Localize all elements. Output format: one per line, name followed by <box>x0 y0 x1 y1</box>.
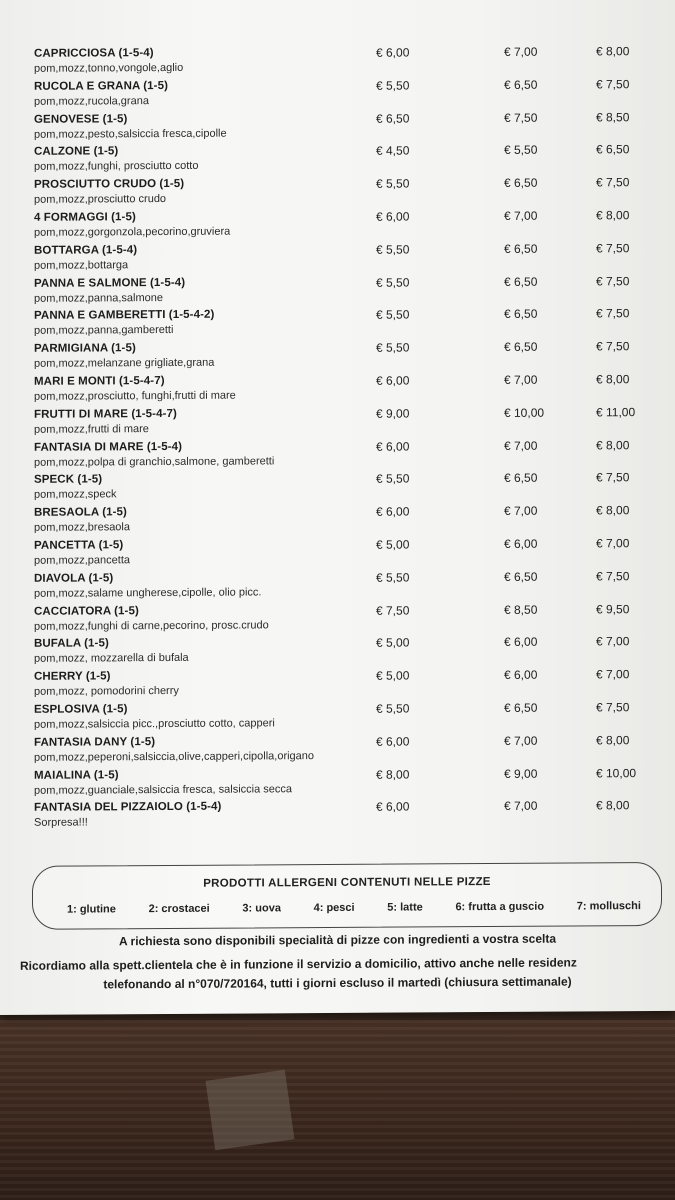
price-size-3: € 7,50 <box>596 306 630 321</box>
pizza-ingredients: pom,mozz,prosciutto, funghi,frutti di mare <box>34 389 236 403</box>
pizza-name: SPECK (1-5) <box>34 473 103 487</box>
menu-item <box>0 761 675 798</box>
price-size-3: € 8,00 <box>596 208 630 223</box>
pizza-ingredients: pom,mozz,melanzane grigliate,grana <box>34 356 215 370</box>
price-size-2: € 6,00 <box>504 667 538 683</box>
price-size-1: € 7,50 <box>376 603 410 618</box>
price-size-2: € 8,50 <box>504 602 538 617</box>
price-size-2: € 7,00 <box>504 208 538 223</box>
allergen-item: 6: frutta a guscio <box>455 900 545 914</box>
price-size-1: € 5,00 <box>376 635 410 651</box>
pizza-ingredients: pom,mozz,salame ungherese,cipolle, olio picc. <box>34 586 262 600</box>
pizza-ingredients: pom,mozz, pomodorini cherry <box>34 685 179 698</box>
menu-item <box>0 597 675 634</box>
menu-item <box>0 696 675 733</box>
pizza-ingredients: pom,mozz,panna,gamberetti <box>34 324 174 338</box>
pizza-ingredients: pom,mozz,rucola,grana <box>34 94 149 108</box>
price-size-3: € 7,00 <box>596 667 630 682</box>
pizza-ingredients: pom,mozz,funghi di carne,pecorino, prosc.crudo <box>34 618 269 633</box>
price-size-2: € 6,50 <box>504 569 538 584</box>
price-size-2: € 6,50 <box>504 175 538 191</box>
pizza-name: BUFALA (1-5) <box>34 637 109 651</box>
allergen-title: PRODOTTI ALLERGENI CONTENUTI NELLE PIZZE <box>203 876 491 890</box>
price-size-1: € 6,00 <box>376 439 410 454</box>
pizza-ingredients: pom,mozz,salsiccia picc.,prosciutto cotto, capperi <box>34 717 275 731</box>
menu-item <box>0 663 675 700</box>
pizza-name: CHERRY (1-5) <box>34 670 111 683</box>
price-size-3: € 7,50 <box>596 568 630 584</box>
price-size-1: € 5,50 <box>376 275 410 290</box>
price-size-2: € 6,00 <box>504 635 538 650</box>
pizza-ingredients: pom,mozz,speck <box>34 488 117 502</box>
tape-piece <box>206 1070 295 1150</box>
menu-item <box>0 565 675 602</box>
pizza-name: RUCOLA E GRANA (1-5) <box>34 79 169 93</box>
price-size-2: € 7,00 <box>504 503 538 519</box>
price-size-1: € 6,00 <box>376 45 410 60</box>
pizza-name: ESPLOSIVA (1-5) <box>34 703 128 716</box>
menu-item <box>0 138 675 175</box>
pizza-ingredients: pom,mozz,tonno,vongole,aglio <box>34 61 184 75</box>
allergen-box <box>32 862 662 930</box>
pizza-ingredients: pom,mozz,polpa di granchio,salmone, gamberetti <box>34 454 275 469</box>
pizza-name: BOTTARGA (1-5-4) <box>34 243 138 257</box>
pizza-name: FRUTTI DI MARE (1-5-4-7) <box>34 407 177 421</box>
price-size-2: € 7,00 <box>504 438 538 453</box>
price-size-1: € 6,00 <box>376 799 410 815</box>
price-size-3: € 10,00 <box>596 765 637 780</box>
wooden-table <box>0 1020 675 1200</box>
price-size-3: € 6,50 <box>596 142 630 157</box>
price-size-3: € 8,00 <box>596 503 630 518</box>
pizza-name: PROSCIUTTO CRUDO (1-5) <box>34 178 185 191</box>
price-size-2: € 6,50 <box>504 700 538 715</box>
pizza-ingredients: pom,mozz,gorgonzola,pecorino,gruviera <box>34 225 231 239</box>
price-size-1: € 5,50 <box>376 78 410 93</box>
pizza-name: CAPRICCIOSA (1-5-4) <box>34 47 154 60</box>
price-size-3: € 11,00 <box>596 404 636 420</box>
pizza-ingredients: pom,mozz,pesto,salsiccia fresca,cipolle <box>34 127 227 141</box>
price-size-1: € 4,50 <box>376 143 410 159</box>
price-size-2: € 7,50 <box>504 110 538 125</box>
price-size-3: € 7,50 <box>596 76 630 92</box>
pizza-name: FANTASIA DEL PIZZAIOLO (1-5-4) <box>34 800 222 815</box>
price-size-3: € 7,50 <box>596 470 630 485</box>
pizza-ingredients: Sorpresa!!! <box>34 816 88 830</box>
menu-item <box>0 105 675 142</box>
menu-item <box>0 204 675 241</box>
menu-item <box>0 630 675 667</box>
delivery-note: Ricordiamo alla spett.clientela che è in funzione il servizio a domicilio, attivo anche nelle residenz <box>20 955 577 973</box>
price-size-1: € 5,50 <box>376 570 410 585</box>
menu-item <box>0 729 675 766</box>
allergen-item: 3: uova <box>242 902 281 915</box>
price-size-3: € 8,00 <box>596 372 630 387</box>
price-size-2: € 9,00 <box>504 766 538 781</box>
price-size-2: € 6,50 <box>504 241 538 256</box>
menu-item <box>0 466 675 503</box>
pizza-name: PANNA E GAMBERETTI (1-5-4-2) <box>34 309 215 323</box>
allergen-list <box>67 900 641 916</box>
pizza-name: GENOVESE (1-5) <box>34 112 128 126</box>
pizza-ingredients: pom,mozz,funghi, prosciutto cotto <box>34 160 199 174</box>
price-size-3: € 7,50 <box>596 273 630 288</box>
price-size-1: € 5,50 <box>376 242 410 257</box>
pizza-ingredients: pom,mozz,guanciale,salsiccia fresca, salsiccia secca <box>34 782 292 797</box>
price-size-2: € 7,00 <box>504 733 538 748</box>
custom-pizza-note: A richiesta sono disponibili specialità di pizze con ingredienti a vostra scelta <box>119 931 556 949</box>
pizza-name: FANTASIA DANY (1-5) <box>34 735 156 749</box>
menu-item <box>0 368 675 405</box>
allergen-item: 1: glutine <box>67 903 116 916</box>
price-size-1: € 5,50 <box>376 176 410 191</box>
price-size-3: € 8,50 <box>596 109 630 124</box>
pizza-name: CACCIATORA (1-5) <box>34 604 139 618</box>
menu-item <box>0 73 675 110</box>
pizza-ingredients: pom,mozz,panna,salmone <box>34 291 164 305</box>
pizza-name: PANCETTA (1-5) <box>34 539 124 552</box>
price-size-2: € 6,00 <box>504 536 538 551</box>
pizza-name: MARI E MONTI (1-5-4-7) <box>34 374 165 388</box>
pizza-ingredients: pom,mozz,bottarga <box>34 258 129 272</box>
pizza-ingredients: pom,mozz, mozzarella di bufala <box>34 652 189 666</box>
price-size-2: € 6,50 <box>504 339 538 355</box>
price-size-2: € 6,50 <box>504 307 538 322</box>
price-size-3: € 7,50 <box>596 240 630 256</box>
price-size-2: € 5,50 <box>504 143 538 158</box>
pizza-name: DIAVOLA (1-5) <box>34 572 114 585</box>
price-size-2: € 7,00 <box>504 44 538 59</box>
price-size-1: € 5,00 <box>376 668 410 683</box>
price-size-3: € 7,50 <box>596 700 630 715</box>
menu-item <box>0 171 675 208</box>
pizza-ingredients: pom,mozz,prosciutto crudo <box>34 193 167 206</box>
price-size-1: € 9,00 <box>376 406 410 421</box>
menu-item <box>0 433 675 470</box>
pizza-ingredients: pom,mozz,frutti di mare <box>34 422 149 436</box>
price-size-1: € 6,50 <box>376 111 410 126</box>
menu-item <box>0 335 675 372</box>
price-size-3: € 7,00 <box>596 634 630 649</box>
price-size-3: € 7,50 <box>596 339 630 354</box>
price-size-2: € 6,50 <box>504 471 538 486</box>
price-size-1: € 8,00 <box>376 767 410 782</box>
pizza-name: CALZONE (1-5) <box>34 145 119 159</box>
menu-item <box>0 499 675 536</box>
price-size-1: € 6,00 <box>376 373 410 388</box>
menu-item <box>0 401 675 438</box>
allergen-item: 5: latte <box>387 901 423 914</box>
price-size-3: € 8,00 <box>596 732 630 748</box>
allergen-item: 7: molluschi <box>576 900 641 913</box>
pizza-ingredients: pom,mozz,pancetta <box>34 554 130 567</box>
pizza-ingredients: pom,mozz,bresaola <box>34 521 130 534</box>
price-size-1: € 5,00 <box>376 537 410 552</box>
price-size-1: € 5,50 <box>376 471 410 487</box>
pizza-list <box>0 40 675 831</box>
price-size-2: € 7,00 <box>504 372 538 387</box>
allergen-item: 2: crostacei <box>148 902 210 916</box>
menu-item <box>0 532 675 569</box>
pizza-name: 4 FORMAGGI (1-5) <box>34 211 136 224</box>
price-size-2: € 10,00 <box>504 405 545 420</box>
price-size-3: € 8,00 <box>596 44 630 59</box>
pizza-name: MAIALINA (1-5) <box>34 768 119 782</box>
price-size-3: € 8,00 <box>596 437 630 452</box>
price-size-3: € 9,50 <box>596 601 630 616</box>
pizza-name: PANNA E SALMONE (1-5-4) <box>34 276 186 290</box>
pizza-name: BRESAOLA (1-5) <box>34 506 127 519</box>
menu-item <box>0 269 675 306</box>
menu-item <box>0 302 675 339</box>
menu-item <box>0 794 675 831</box>
price-size-3: € 8,00 <box>596 798 630 813</box>
phone-note: telefonando al n°070/720164, tutti i giorni escluso il martedì (chiusura settimanale) <box>103 974 572 992</box>
pizza-ingredients: pom,mozz,peperoni,salsiccia,olive,capperi,cipolla,origano <box>34 749 315 764</box>
pizza-name: FANTASIA DI MARE (1-5-4) <box>34 440 183 454</box>
price-size-1: € 6,00 <box>376 504 410 519</box>
price-size-2: € 7,00 <box>504 799 538 814</box>
pizza-name: PARMIGIANA (1-5) <box>34 342 136 355</box>
price-size-3: € 7,50 <box>596 175 630 190</box>
price-size-2: € 6,50 <box>504 77 538 92</box>
price-size-3: € 7,00 <box>596 536 630 551</box>
price-size-1: € 6,00 <box>376 734 410 749</box>
price-size-2: € 6,50 <box>504 274 538 289</box>
price-size-1: € 5,50 <box>376 340 410 355</box>
menu-item <box>0 40 675 77</box>
allergen-item: 4: pesci <box>313 901 355 915</box>
price-size-1: € 6,00 <box>376 209 410 224</box>
menu-item <box>0 237 675 274</box>
price-size-1: € 5,50 <box>376 307 410 323</box>
price-size-1: € 5,50 <box>376 701 410 716</box>
